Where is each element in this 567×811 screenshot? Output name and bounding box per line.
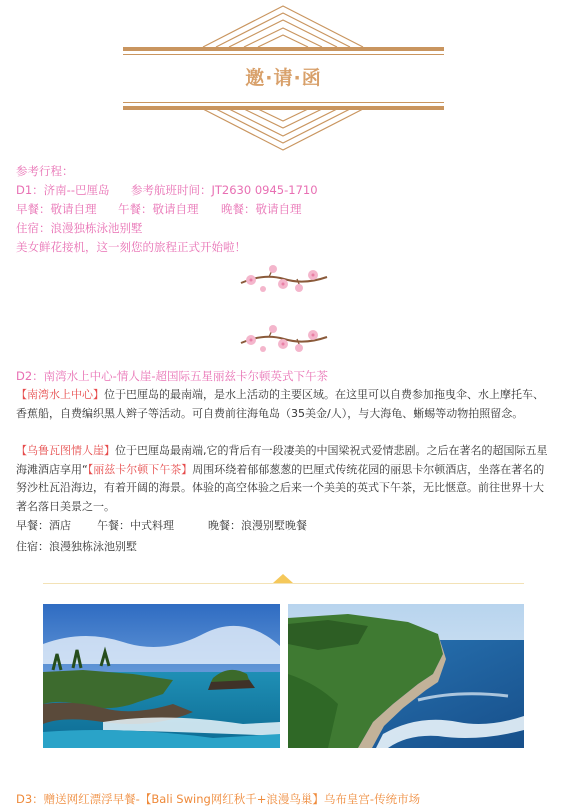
day1-route: D1：济南--巴厘岛	[16, 183, 110, 197]
day2-paragraph-lovers-cliff	[16, 442, 550, 516]
invitation-title: 邀·请·函	[245, 67, 322, 89]
divider-triangle-icon	[273, 574, 293, 583]
day1-stay: 住宿：浪漫独栋泳池别墅	[16, 221, 143, 235]
lovers-cliff-text-b: 周围环绕着郁郁葱葱的巴厘式传统花园的丽思卡尔顿酒店，坐落在著名的努沙杜瓦沿海边，有着开阔的海景。体验的高空体验之后来一个美美的英式下午茶，无比惬意。前往世界十大著名落日美景之一。	[16, 462, 545, 513]
blossom-branch-icon	[239, 263, 329, 297]
ritz-tea-tag: 【丽兹卡尔顿下午茶】	[87, 462, 193, 476]
lovers-cliff-text-a: 位于巴厘岛最南端,它的背后有一段凄美的中国梁祝式爱情悲剧。之后在著名的超国际五星海滩酒店享用“	[16, 444, 548, 476]
day1-flight: 参考航班时间：JT2630 0945-1710	[131, 183, 318, 197]
section-divider	[43, 583, 524, 584]
water-center-tag: 【南湾水上中心】	[16, 388, 104, 401]
lovers-cliff-tag: 【乌鲁瓦图情人崖】	[16, 444, 115, 457]
day1-note: 美女鲜花接机，这一刻您的旅程正式开始啦！	[16, 240, 246, 254]
day1-lunch: 午餐：敬请自理	[118, 202, 199, 216]
day2-title: D2：南湾水上中心-情人崖-超国际五星丽兹卡尔顿英式下午茶	[16, 369, 328, 383]
day1-breakfast: 早餐：敬请自理	[16, 202, 97, 216]
uluwatu-cliff-photo	[288, 604, 524, 748]
day2-dinner: 晚餐：浪漫别墅晚餐	[208, 519, 307, 532]
water-center-text: 位于巴厘岛的最南端，是水上活动的主要区域。在这里可以自费参加拖曳伞、水上摩托车、香蕉船，自费编织黑人辫子等活动。可自费前往海龟岛（35美金/人），与大海龟、蜥蜴等动物拍照留念。	[16, 388, 544, 420]
day2-breakfast: 早餐：酒店	[16, 519, 71, 532]
day2-paragraph-water-center	[16, 386, 550, 423]
day1-dinner: 晚餐：敬请自理	[221, 202, 302, 216]
day3-title: D3：赠送网红漂浮早餐-【Bali Swing网红秋千+浪漫鸟巢】乌布皇宫-传统市场	[16, 792, 421, 806]
itinerary-label: 参考行程：	[16, 164, 74, 178]
day2-lunch: 午餐：中式料理	[97, 519, 174, 532]
blossom-branch-icon	[239, 323, 329, 357]
tanah-lot-temple-photo	[43, 604, 280, 748]
day2-stay: 住宿：浪漫独栋泳池别墅	[16, 540, 137, 553]
